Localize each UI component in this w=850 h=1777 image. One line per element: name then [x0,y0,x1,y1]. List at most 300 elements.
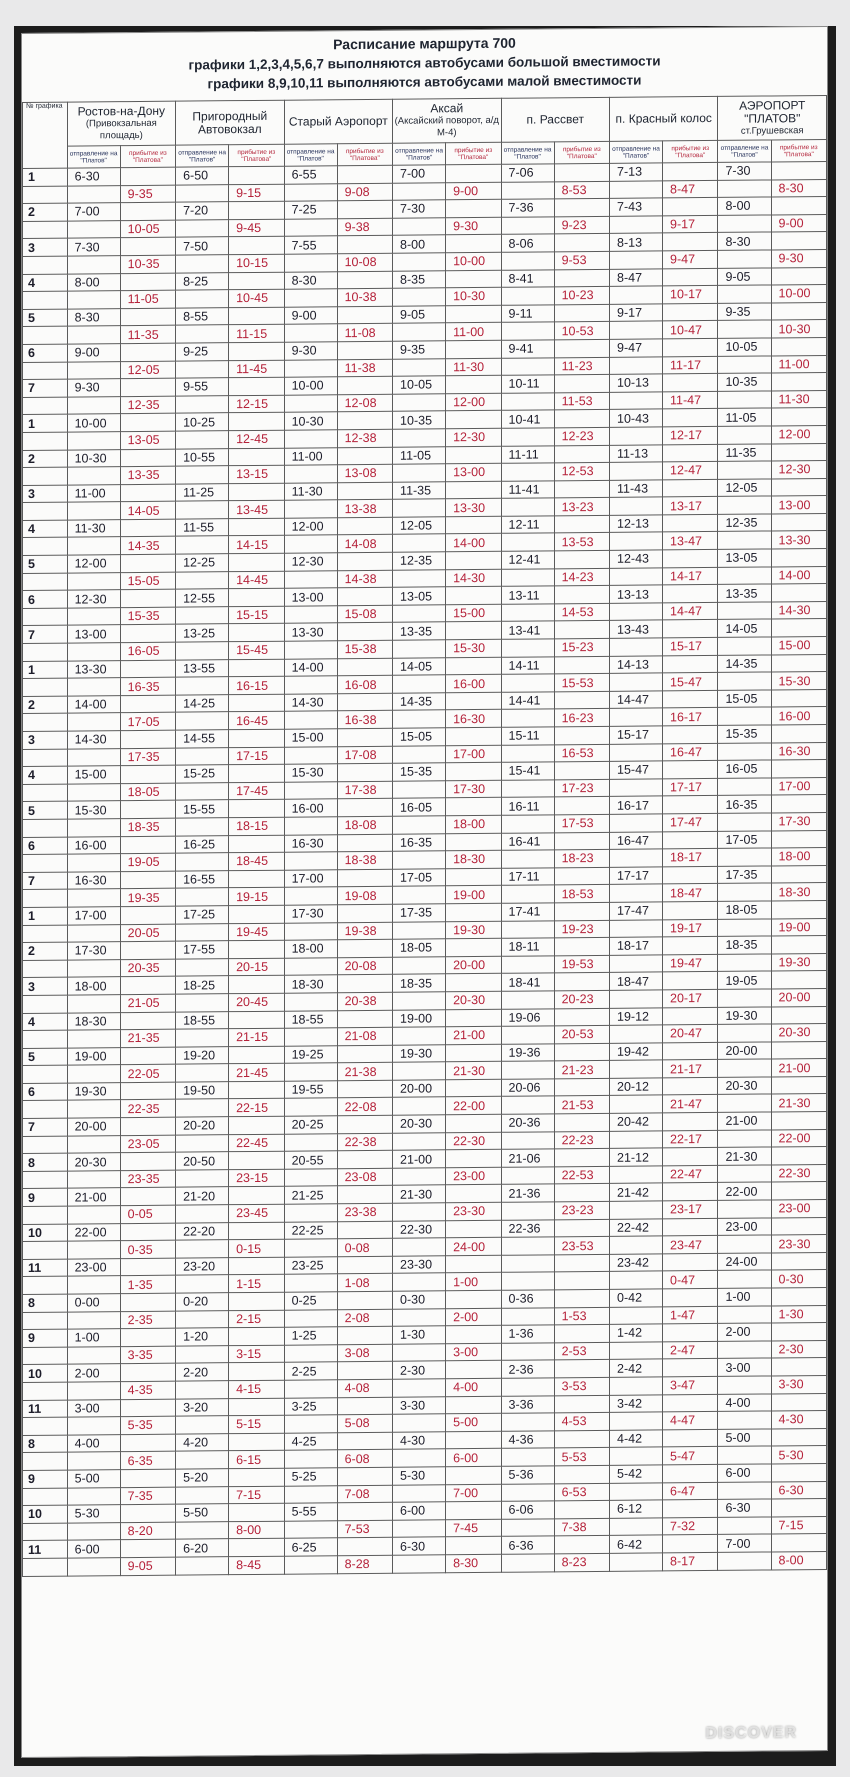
empty-cell [176,818,229,836]
graph-number: 3 [23,731,68,749]
arrival-time: 17-38 [337,781,392,799]
departure-time: 14-35 [718,655,771,673]
departure-time: 17-05 [718,831,771,849]
arrival-time: 23-30 [446,1202,501,1220]
departure-time: 21-36 [501,1184,554,1202]
departure-time: 9-30 [67,379,120,397]
empty-cell [554,1360,609,1378]
empty-cell [501,1413,554,1431]
empty-cell [718,954,771,972]
empty-cell [663,198,718,216]
empty-cell [120,484,175,502]
empty-cell [554,1500,609,1518]
empty-cell [67,607,120,625]
empty-cell [393,1273,446,1291]
departure-time: 19-12 [610,1007,663,1025]
graph-number: 1 [23,661,68,679]
empty-cell [663,1183,718,1201]
departure-time: 5-42 [610,1465,663,1483]
departure-time: 11-43 [610,480,663,498]
empty-cell [554,867,609,885]
graph-number: 10 [23,1505,68,1523]
arrival-time: 8-30 [771,179,827,197]
departure-time: 13-35 [393,622,446,640]
departure-time: 22-00 [67,1223,120,1241]
empty-cell [554,445,609,463]
empty-cell [284,1063,337,1081]
departure-time: 12-35 [393,552,446,570]
schedule-subtitle-large-buses: графики 1,2,3,4,5,6,7 выполняются автобусами большой вместимости [188,53,661,73]
empty-cell [120,519,175,537]
empty-cell [67,537,120,555]
empty-cell [501,1554,554,1572]
empty-cell [554,797,609,815]
empty-cell [446,305,501,323]
arrival-time: 20-23 [554,990,609,1008]
empty-cell [501,744,554,762]
empty-cell [120,941,175,959]
empty-cell [771,161,827,179]
departure-time: 0-00 [67,1294,120,1312]
departure-time: 5-30 [67,1505,120,1523]
stop-name: Пригородный Автовокзал [192,108,268,136]
empty-cell [663,1042,718,1060]
departure-time: 21-42 [610,1183,663,1201]
empty-cell [554,586,609,604]
empty-cell [229,518,284,536]
graph-number-blank [23,1065,68,1083]
departure-time: 15-30 [284,764,337,782]
departure-time: 17-00 [67,907,120,925]
departure-time: 4-20 [176,1433,229,1451]
arrival-time: 5-30 [771,1446,827,1464]
empty-cell [229,166,284,184]
arrival-time: 12-23 [554,427,609,445]
graph-number-blank [23,467,68,485]
empty-cell [120,238,175,256]
empty-cell [229,800,284,818]
graph-number: 7 [23,1118,68,1136]
arrival-time: 16-47 [663,743,718,761]
departure-time: 15-41 [501,762,554,780]
graph-number: 5 [23,309,68,327]
empty-cell [663,374,718,392]
empty-cell [446,1009,501,1027]
departure-time: 11-25 [176,483,229,501]
departure-time: 18-30 [284,975,337,993]
empty-cell [610,919,663,937]
arrival-time: 14-53 [554,603,609,621]
arrival-time: 21-00 [771,1059,827,1077]
arrival-time: 20-00 [771,988,827,1006]
empty-cell [554,163,609,181]
departure-time: 3-20 [176,1398,229,1416]
arrival-time: 15-17 [663,637,718,655]
arrival-time: 13-23 [554,498,609,516]
empty-cell [120,695,175,713]
empty-cell [610,1095,663,1113]
arrival-time: 14-47 [663,602,718,620]
empty-cell [446,1255,501,1273]
empty-cell [393,1203,446,1221]
empty-cell [501,1519,554,1537]
arrival-time: 22-53 [554,1166,609,1184]
departure-time: 16-00 [284,799,337,817]
empty-cell [446,1220,501,1238]
arrival-time: 18-45 [229,852,284,870]
empty-cell [337,200,392,218]
empty-cell [501,1272,554,1290]
empty-cell [446,657,501,675]
empty-cell [337,1010,392,1028]
arrival-time: 21-30 [446,1062,501,1080]
departure-time: 20-30 [67,1153,120,1171]
empty-cell [718,215,771,233]
empty-cell [610,1412,663,1430]
empty-cell [284,289,337,307]
departure-time: 6-30 [393,1537,446,1555]
empty-cell [67,1241,120,1259]
departure-time: 21-00 [393,1150,446,1168]
graph-number-blank [23,1206,68,1224]
arrival-time: 22-08 [337,1098,392,1116]
empty-cell [229,448,284,466]
empty-cell [337,236,392,254]
departure-time: 8-25 [176,272,229,290]
graph-number-blank [23,995,68,1013]
empty-cell [393,218,446,236]
empty-cell [554,339,609,357]
departure-time: 19-36 [501,1044,554,1062]
empty-cell [229,1433,284,1451]
empty-cell [554,832,609,850]
empty-cell [229,201,284,219]
graph-number: 11 [23,1540,68,1558]
arrival-time: 9-15 [229,184,284,202]
empty-cell [771,900,827,918]
graph-number: 1 [23,907,68,925]
empty-cell [718,1165,771,1183]
departure-time: 16-35 [393,833,446,851]
empty-cell [120,413,175,431]
departure-time: 10-05 [393,376,446,394]
empty-cell [176,325,229,343]
empty-cell [120,906,175,924]
arrival-time: 9-05 [120,1557,175,1575]
departure-time: 13-43 [610,620,663,638]
arrival-time: 15-53 [554,674,609,692]
departure-time: 18-17 [610,937,663,955]
graph-number-blank [23,1136,68,1154]
graph-number: 7 [23,872,68,890]
arrival-time: 12-00 [771,425,827,443]
departure-time: 15-30 [67,801,120,819]
stop-name: п. Рассвет [526,112,584,127]
empty-cell [446,1361,501,1379]
arrival-time: 7-08 [337,1485,392,1503]
empty-cell [554,1043,609,1061]
empty-cell [393,499,446,517]
empty-cell [501,956,554,974]
arrival-time: 10-05 [120,220,175,238]
departure-time: 22-42 [610,1219,663,1237]
empty-cell [501,498,554,516]
empty-cell [229,976,284,994]
graph-number-blank [23,608,68,626]
empty-cell [771,1463,827,1481]
empty-cell [771,584,827,602]
arrival-time: 20-08 [337,957,392,975]
arrival-time: 13-00 [446,463,501,481]
empty-cell [229,342,284,360]
empty-cell [337,834,392,852]
empty-cell [229,1398,284,1416]
departure-time: 8-41 [501,269,554,287]
departure-time: 2-20 [176,1363,229,1381]
empty-cell [67,854,120,872]
empty-cell [718,707,771,725]
arrival-time: 23-45 [229,1204,284,1222]
empty-cell [718,355,771,373]
graph-number: 7 [23,379,68,397]
arrival-time: 17-45 [229,782,284,800]
arrival-time: 2-47 [663,1341,718,1359]
departure-time: 8-30 [284,271,337,289]
departure-time: 23-30 [393,1256,446,1274]
departure-time: 6-00 [67,1540,120,1558]
arrival-time: 20-45 [229,993,284,1011]
empty-cell [501,569,554,587]
departure-time: 12-30 [67,590,120,608]
empty-cell [67,1346,120,1364]
stop-name: Аксай [430,101,464,116]
departure-time: 15-35 [718,725,771,743]
empty-cell [337,271,392,289]
empty-cell [610,990,663,1008]
empty-cell [718,1376,771,1394]
empty-cell [337,763,392,781]
empty-cell [393,675,446,693]
departure-time: 2-30 [393,1361,446,1379]
empty-cell [771,408,827,426]
departure-subheader: отправление на "Платов" [176,145,229,167]
departure-time: 10-43 [610,409,663,427]
departure-time: 23-00 [718,1218,771,1236]
empty-cell [610,1377,663,1395]
departure-time: 21-20 [176,1187,229,1205]
arrival-time: 2-00 [446,1308,501,1326]
arrival-time: 6-47 [663,1482,718,1500]
stop-header [610,96,718,141]
arrival-time: 19-15 [229,888,284,906]
empty-cell [120,1364,175,1382]
empty-cell [446,903,501,921]
empty-cell [337,975,392,993]
empty-cell [663,620,718,638]
empty-cell [501,1061,554,1079]
arrival-time: 21-00 [446,1026,501,1044]
empty-cell [501,1132,554,1150]
empty-cell [718,250,771,268]
departure-time: 5-36 [501,1466,554,1484]
empty-cell [120,871,175,889]
empty-cell [554,1254,609,1272]
empty-cell [229,483,284,501]
departure-time: 10-05 [718,338,771,356]
empty-cell [176,888,229,906]
departure-time: 12-55 [176,589,229,607]
empty-cell [67,643,120,661]
empty-cell [176,1416,229,1434]
departure-time: 17-55 [176,941,229,959]
empty-cell [337,693,392,711]
arrival-time: 0-30 [771,1270,827,1288]
empty-cell [663,268,718,286]
empty-cell [229,729,284,747]
arrival-time: 22-00 [446,1097,501,1115]
departure-time: 1-00 [67,1329,120,1347]
schedule-subtitle-small-buses: графики 8,9,10,11 выполняются автобусами малой вместимости [207,72,642,92]
departure-time: 1-30 [393,1326,446,1344]
empty-cell [663,1112,718,1130]
departure-time: 18-05 [393,939,446,957]
empty-cell [393,253,446,271]
empty-cell [446,1431,501,1449]
empty-cell [284,254,337,272]
empty-cell [229,940,284,958]
empty-cell [337,306,392,324]
empty-cell [718,778,771,796]
departure-time: 6-12 [610,1500,663,1518]
empty-cell [229,307,284,325]
arrival-time: 22-17 [663,1130,718,1148]
empty-cell [176,1134,229,1152]
arrival-time: 19-30 [446,921,501,939]
arrival-time: 0-47 [663,1271,718,1289]
empty-cell [284,1028,337,1046]
empty-cell [663,444,718,462]
empty-cell [554,691,609,709]
empty-cell [67,502,120,520]
empty-cell [554,1395,609,1413]
arrival-time: 18-38 [337,851,392,869]
empty-cell [393,323,446,341]
empty-cell [284,782,337,800]
graph-number-blank [23,1030,68,1048]
stop-subtitle: (Привокзальная площадь) [85,117,157,142]
departure-time: 8-30 [718,232,771,250]
departure-time: 1-42 [610,1324,663,1342]
empty-cell [393,992,446,1010]
empty-cell [284,1239,337,1257]
arrival-time: 15-45 [229,641,284,659]
graph-number-blank [23,1241,68,1259]
empty-cell [446,551,501,569]
empty-cell [337,1080,392,1098]
arrival-time: 7-32 [663,1517,718,1535]
arrival-time: 15-00 [446,604,501,622]
empty-cell [501,674,554,692]
graph-number: 5 [23,555,68,573]
empty-cell [663,409,718,427]
stop-header [393,98,501,143]
empty-cell [393,957,446,975]
arrival-time: 0-08 [337,1238,392,1256]
departure-time: 14-00 [284,658,337,676]
arrival-time: 10-35 [120,255,175,273]
arrival-time: 22-45 [229,1134,284,1152]
departure-time: 19-00 [67,1047,120,1065]
departure-time: 17-00 [284,869,337,887]
departure-time: 13-00 [284,588,337,606]
arrival-subheader: прибытие из "Платова" [446,142,501,164]
graph-number: 2 [23,942,68,960]
departure-time: 12-25 [176,554,229,572]
empty-cell [501,1343,554,1361]
departure-time: 3-30 [393,1396,446,1414]
departure-time: 18-47 [610,972,663,990]
departure-time: 9-55 [176,378,229,396]
arrival-time: 21-45 [229,1063,284,1081]
arrival-time: 7-45 [446,1519,501,1537]
departure-time: 18-00 [67,977,120,995]
empty-cell [393,886,446,904]
arrival-time: 4-35 [120,1381,175,1399]
empty-cell [67,326,120,344]
arrival-time: 12-08 [337,394,392,412]
empty-cell [446,622,501,640]
arrival-time: 10-53 [554,322,609,340]
departure-time: 12-05 [718,479,771,497]
arrival-time: 3-30 [771,1375,827,1393]
arrival-time: 15-35 [120,607,175,625]
empty-cell [176,1029,229,1047]
empty-cell [393,640,446,658]
departure-time: 4-25 [284,1432,337,1450]
empty-cell [718,391,771,409]
empty-cell [501,604,554,622]
arrival-time: 12-35 [120,396,175,414]
empty-cell [663,233,718,251]
empty-cell [501,1096,554,1114]
empty-cell [337,1432,392,1450]
empty-cell [610,743,663,761]
empty-cell [501,780,554,798]
departure-time: 16-00 [67,836,120,854]
arrival-time: 11-38 [337,359,392,377]
empty-cell [176,501,229,519]
departure-time [501,1255,554,1273]
empty-cell [176,255,229,273]
empty-cell [718,1270,771,1288]
departure-time: 12-35 [718,514,771,532]
empty-cell [446,446,501,464]
departure-time: 2-00 [718,1323,771,1341]
empty-cell [663,761,718,779]
departure-time: 23-00 [67,1258,120,1276]
graph-number: 2 [23,203,68,221]
graph-number: 3 [23,977,68,995]
empty-cell [718,602,771,620]
arrival-time: 20-00 [446,956,501,974]
empty-cell [284,676,337,694]
empty-cell [446,199,501,217]
empty-cell [771,1287,827,1305]
departure-time: 20-20 [176,1117,229,1135]
departure-time: 6-00 [393,1502,446,1520]
empty-cell [501,709,554,727]
departure-time: 6-36 [501,1536,554,1554]
